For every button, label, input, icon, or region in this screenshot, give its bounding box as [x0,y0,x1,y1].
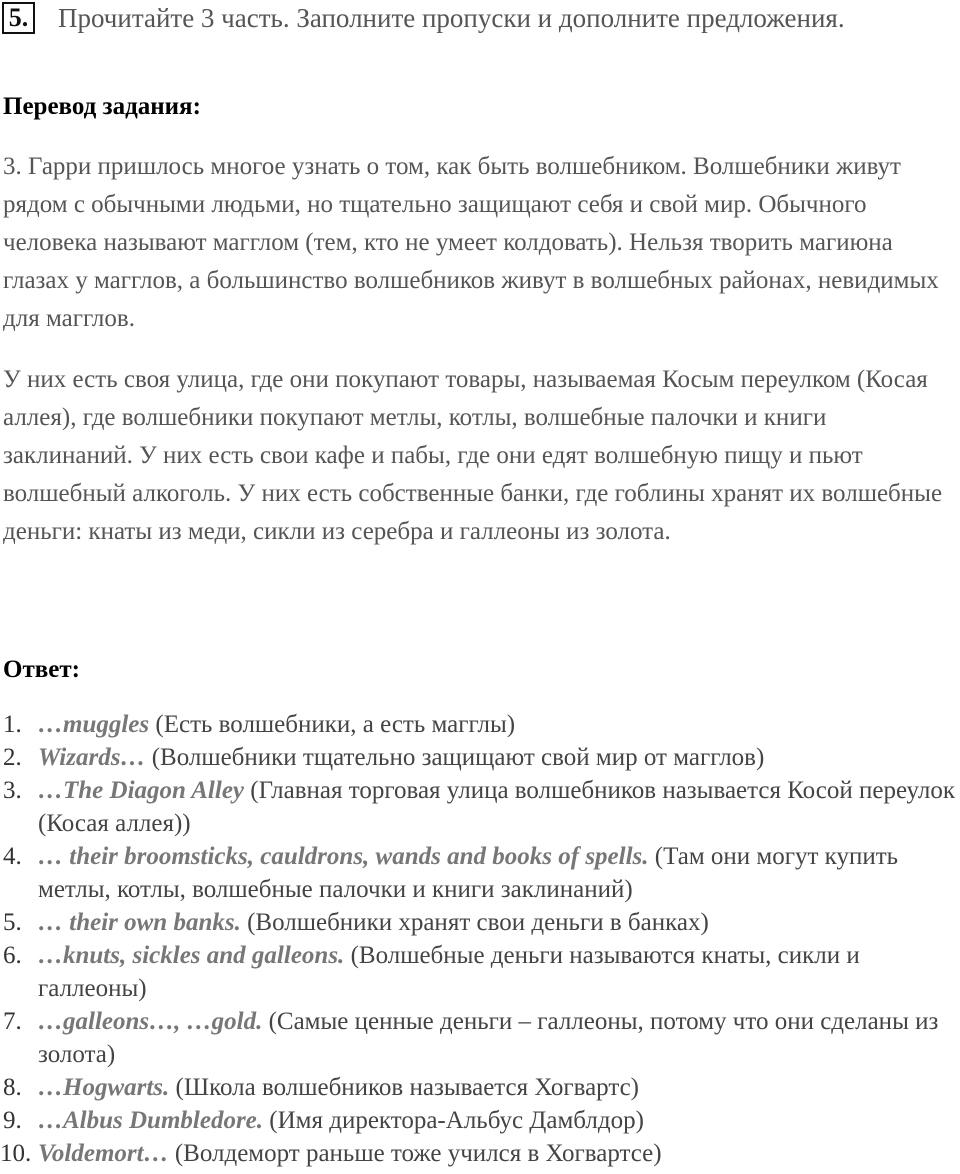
answer-russian: (Есть волшебники, а есть магглы) [149,711,516,738]
answer-russian: (Волдеморт раньше тоже учился в Хогвартсе) [168,1140,662,1167]
answer-number: 8. [3,1074,22,1101]
answer-item [0,1071,958,1104]
answer-number: 6. [3,942,22,969]
answer-english: …galleons…, …gold. [38,1008,263,1035]
answer-item [0,1104,958,1137]
answer-item [0,708,958,741]
answer-item [0,1005,958,1071]
answer-english: Wizards… [38,744,146,771]
answer-number: 5. [3,909,22,936]
answer-item [0,939,958,1005]
answer-russian: (Там они могут купить метлы, котлы, волшебные палочки и книги заклинаний) [38,843,899,903]
answer-number: 9. [3,1107,22,1134]
task-number-box: 5. [2,2,35,34]
answer-russian: (Волшебники хранят свои деньги в банках) [240,909,709,936]
translation-paragraph-2: У них есть своя улица, где они покупают товары, называемая Косым переулком (Косая аллея), где волшебники покупают метлы, котлы, волшебные палочки и книги заклинаний. У них есть свои кафе и пабы, где они едят волшебную пищу и пьют волшебный алкоголь. У них есть собственные банки, где гоблины хранят их волшебные деньги: кнаты из меди, сикли из серебра и галлеоны из золота. [3,366,943,545]
answer-english: Voldemort… [38,1140,169,1167]
answer-english: …The Diagon Alley [38,777,245,804]
answer-item [0,774,958,840]
answer-english: …muggles [38,711,150,738]
answer-russian: (Волшебники тщательно защищают свой мир от магглов) [145,744,765,771]
answer-list [0,708,958,1170]
answer-russian: (Самые ценные деньги – галлеоны, потому что они сделаны из золота) [38,1008,939,1068]
answer-russian: (Волшебные деньги называются кнаты, сикли и галлеоны) [38,942,860,1002]
answer-russian: (Имя директора-Альбус Дамблдор) [263,1107,644,1134]
answer-number: 1. [3,711,22,738]
answer-number: 4. [3,843,22,870]
answer-number: 2. [3,744,22,771]
answer-number: 3. [3,777,22,804]
task-header [0,0,960,40]
answer-russian: (Главная торговая улица волшебников называется Косой переулок (Косая аллея)) [38,777,955,837]
answer-item [0,840,958,906]
translation-paragraph-1: 3. Гарри пришлось многое узнать о том, как быть волшебником. Волшебники живут рядом с обычными людьми, но тщательно защищают себя и свой мир. Обычного человека называют магглом (тем, кто не умеет колдовать). Нельзя творить магиюна глазах у магглов, а большинство волшебников живут в волшебных районах, невидимых для магглов. [3,153,939,332]
task-instruction: Прочитайте 3 часть. Заполните пропуски и дополните предложения. [58,3,845,33]
answer-item [0,741,958,774]
answer-english: … their own banks. [38,909,241,936]
answer-heading: Ответ: [3,656,80,683]
answer-english: …Albus Dumbledore. [38,1107,264,1134]
answer-number: 10. [0,1140,32,1167]
answer-english: … their broomsticks, cauldrons, wands and books of spells. [38,843,649,870]
answer-number: 7. [3,1008,22,1035]
answer-item [0,1137,958,1170]
translation-heading: Перевод задания: [3,93,201,120]
answer-english: …Hogwarts. [38,1074,170,1101]
answer-russian: (Школа волшебников называется Хогвартс) [169,1074,639,1101]
answer-item [0,906,958,939]
answer-english: …knuts, sickles and galleons. [38,942,345,969]
